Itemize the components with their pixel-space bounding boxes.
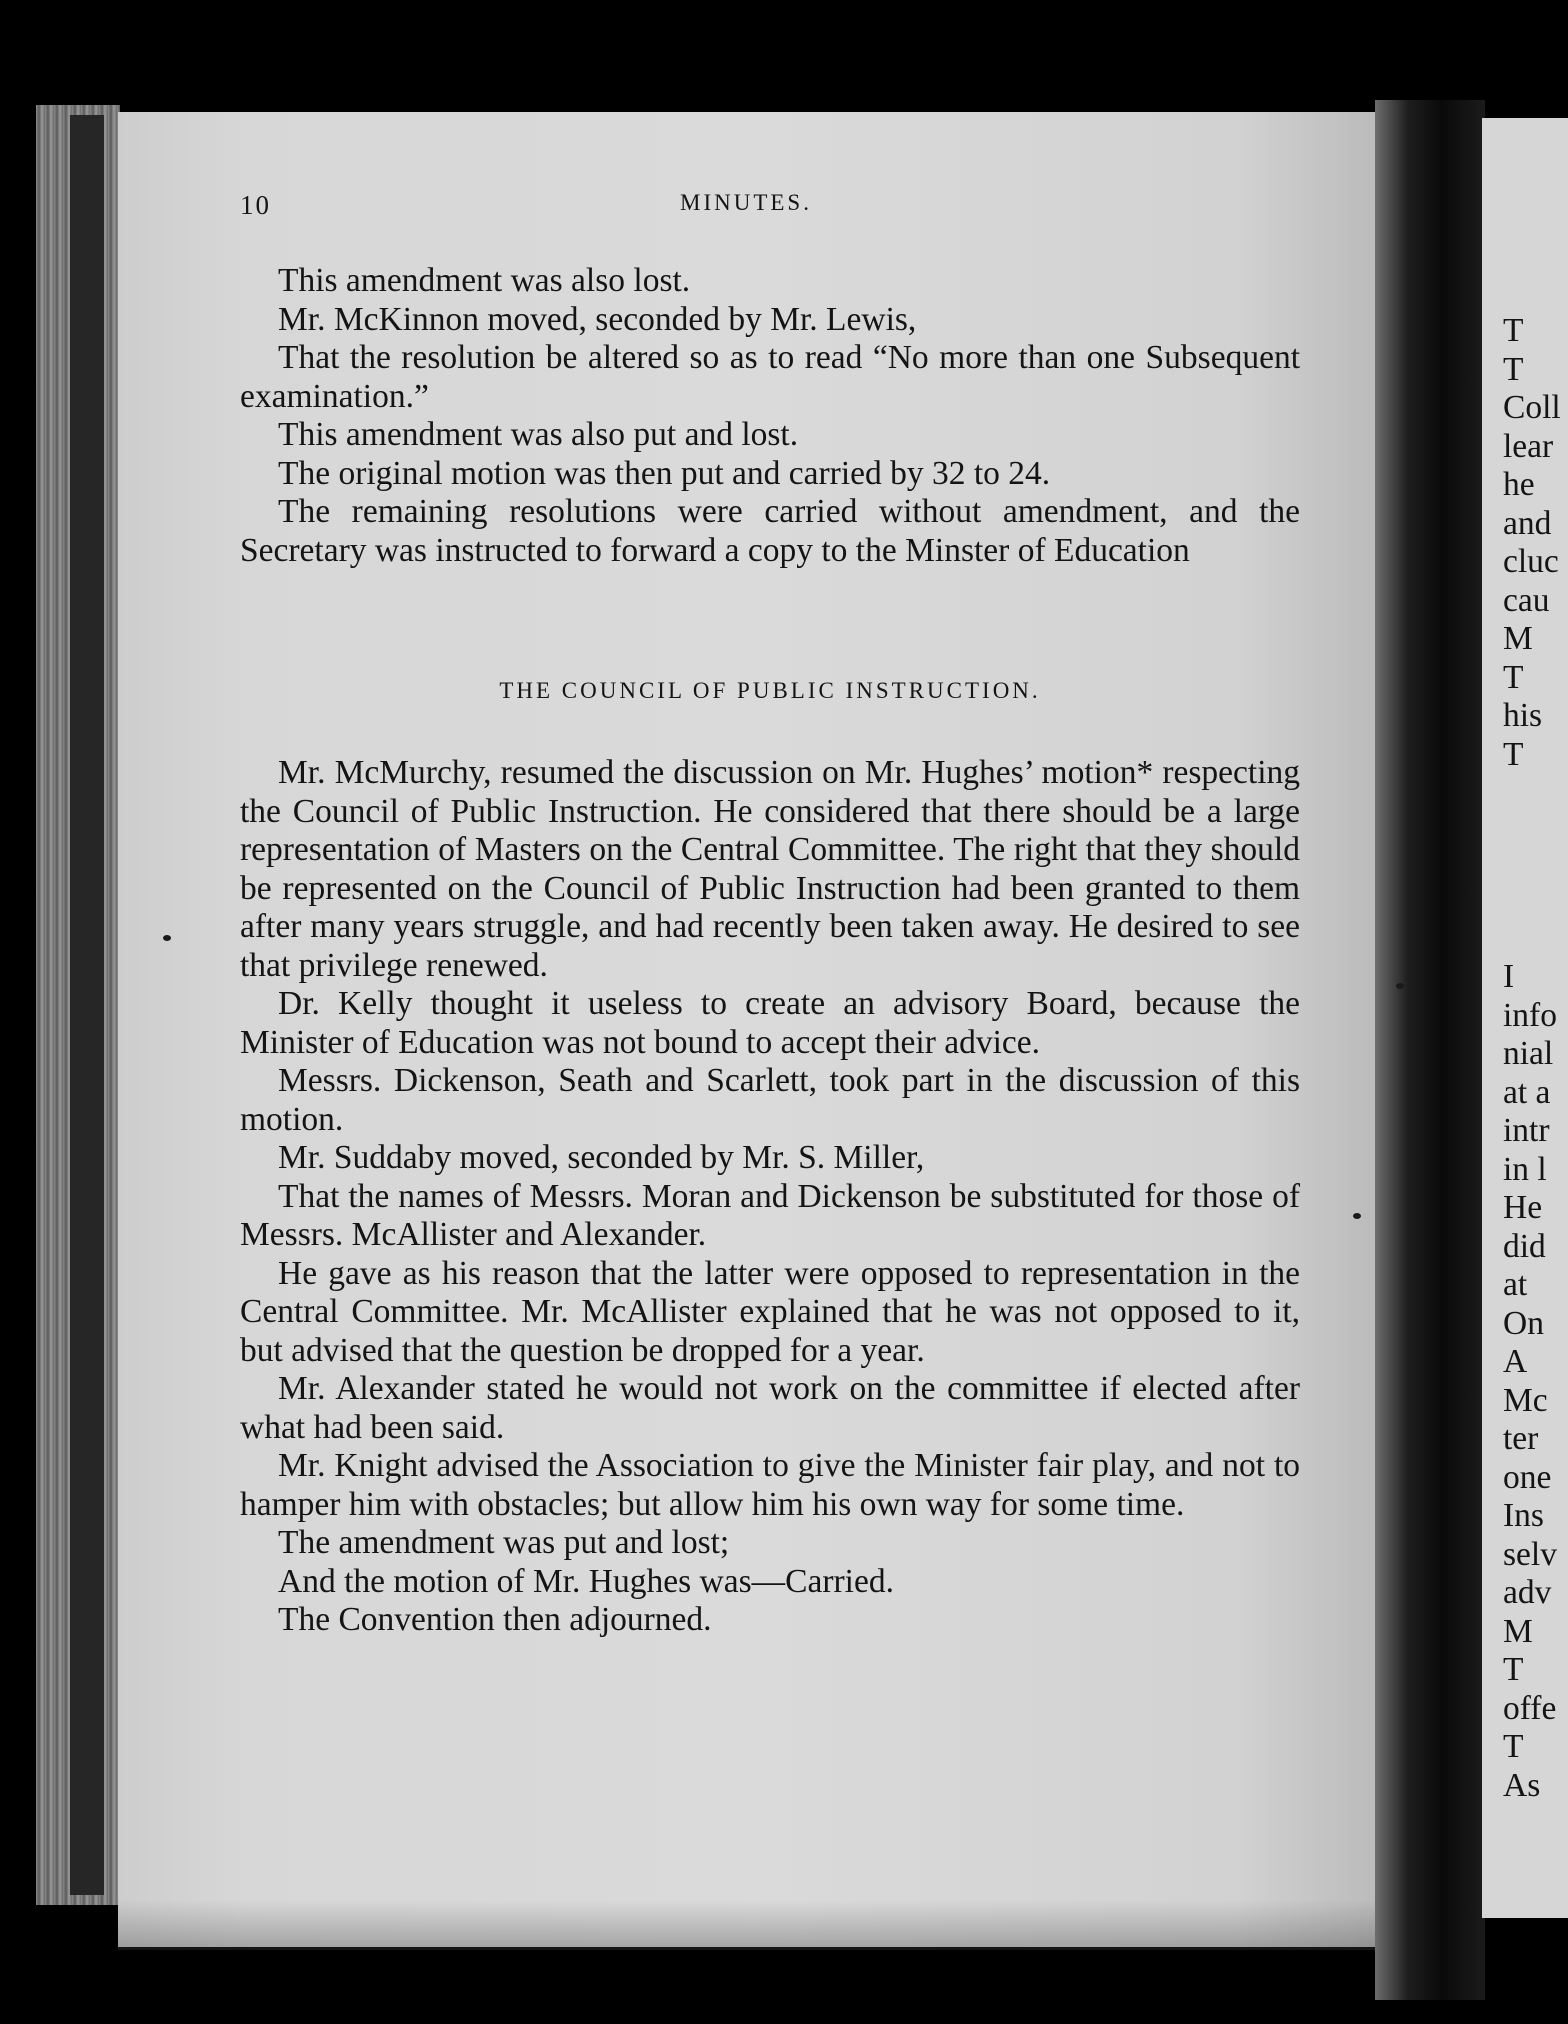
paragraph: The Convention then adjourned. <box>278 1601 712 1638</box>
facing-page-line: in l <box>1503 1150 1547 1188</box>
facing-page-line: his <box>1503 697 1543 734</box>
facing-page-line: he <box>1503 466 1535 503</box>
facing-page-line: adv <box>1503 1574 1552 1611</box>
page-number: 10 <box>240 190 271 220</box>
paragraph: Mr. Alexander stated he would not work on the committee if elected after what had been said. <box>240 1370 1300 1446</box>
facing-page-line: M <box>1503 620 1533 657</box>
facing-page-line: T <box>1503 1728 1524 1765</box>
page-edge-shadow <box>70 115 104 1895</box>
facing-page-line: A <box>1503 1343 1528 1380</box>
page-bottom-shadow <box>118 1900 1388 1950</box>
facing-page-line: lear <box>1503 427 1554 465</box>
scan-speck <box>1396 983 1404 989</box>
facing-page-line: M <box>1503 1612 1533 1650</box>
facing-page-line: He <box>1503 1189 1543 1226</box>
paragraph: Mr. McMurchy, resumed the discussion on Mr. Hughes’ motion* respecting the Council of Public Instruction. He considered that there should be a large representation of Masters on the Central Committee. The right that they should be represented on the Council of Public Instruction had been granted to them after many years struggle, and had recently been taken away. He desired to see that privilege renewed. <box>240 754 1300 984</box>
facing-page-line: nial <box>1503 1035 1554 1072</box>
paragraph: The amendment was put and lost; <box>278 1524 730 1561</box>
facing-page-line: T <box>1503 735 1524 773</box>
paragraph: The original motion was then put and carried by 32 to 24. <box>278 454 1051 492</box>
scan-speck <box>1353 1213 1361 1219</box>
paragraph: Mr. Knight advised the Association to give the Minister fair play, and not to hamper him with obstacles; but allow him his own way for some time. <box>240 1447 1300 1523</box>
paragraph: This amendment was also put and lost. <box>278 416 799 453</box>
facing-page-line: selv <box>1503 1535 1557 1573</box>
section-heading: THE COUNCIL OF PUBLIC INSTRUCTION. <box>499 678 1041 703</box>
facing-page-line: T <box>1503 350 1524 388</box>
running-head: MINUTES. <box>680 190 812 215</box>
paragraph: And the motion of Mr. Hughes was—Carried. <box>278 1562 894 1600</box>
paragraph: Dr. Kelly thought it useless to create an advisory Board, because the Minister of Education was not bound to accept their advice. <box>240 985 1300 1061</box>
facing-page-line: T <box>1503 312 1524 349</box>
facing-page-line: On <box>1503 1304 1544 1342</box>
facing-page-line: T <box>1503 1651 1524 1688</box>
paragraph: Mr. Suddaby moved, seconded by Mr. S. Miller, <box>278 1139 925 1176</box>
book-gutter <box>1375 100 1485 2000</box>
paragraph: He gave as his reason that the latter were opposed to representation in the Central Committee. Mr. McAllister explained that he was not opposed to it, but advised that the question be dropped for a year. <box>240 1254 1300 1369</box>
facing-page-line: Coll <box>1503 389 1561 426</box>
scan-speck <box>163 935 171 941</box>
facing-page-line: As <box>1503 1766 1541 1804</box>
facing-page-line: offe <box>1503 1689 1557 1727</box>
facing-page-line: ter <box>1503 1420 1539 1457</box>
facing-page-line: did <box>1503 1227 1546 1265</box>
paragraph: Messrs. Dickenson, Seath and Scarlett, took part in the discussion of this motion. <box>240 1062 1300 1138</box>
facing-page-line: Ins <box>1503 1497 1544 1534</box>
facing-page-text-top <box>1503 312 1568 774</box>
paragraph: The remaining resolutions were carried without amendment, and the Secretary was instructed to forward a copy to the Minster of Education <box>240 493 1300 569</box>
council-section <box>240 754 1300 1640</box>
facing-page-line: and <box>1503 504 1552 542</box>
facing-page-line: one <box>1503 1458 1552 1496</box>
facing-page-line: info <box>1503 996 1557 1034</box>
facing-page-line: intr <box>1503 1112 1550 1149</box>
facing-page-line: Mc <box>1503 1381 1548 1419</box>
page-header <box>240 190 1310 230</box>
facing-page-text-bottom <box>1503 958 1568 1805</box>
paragraph: That the resolution be altered so as to read “No more than one Subsequent examination.” <box>240 339 1300 415</box>
facing-page-line: at <box>1503 1266 1528 1303</box>
paragraph: That the names of Messrs. Moran and Dickenson be substituted for those of Messrs. McAllister and Alexander. <box>240 1177 1300 1253</box>
facing-page-line: at a <box>1503 1073 1551 1111</box>
paragraph: Mr. McKinnon moved, seconded by Mr. Lewis, <box>278 300 917 338</box>
paragraph: This amendment was also lost. <box>278 262 691 299</box>
facing-page-line: cau <box>1503 581 1550 619</box>
facing-page-line: cluc <box>1503 543 1559 580</box>
minutes-section-continued <box>240 262 1300 570</box>
facing-page-line: T <box>1503 658 1524 696</box>
facing-page-line: I <box>1503 958 1515 995</box>
